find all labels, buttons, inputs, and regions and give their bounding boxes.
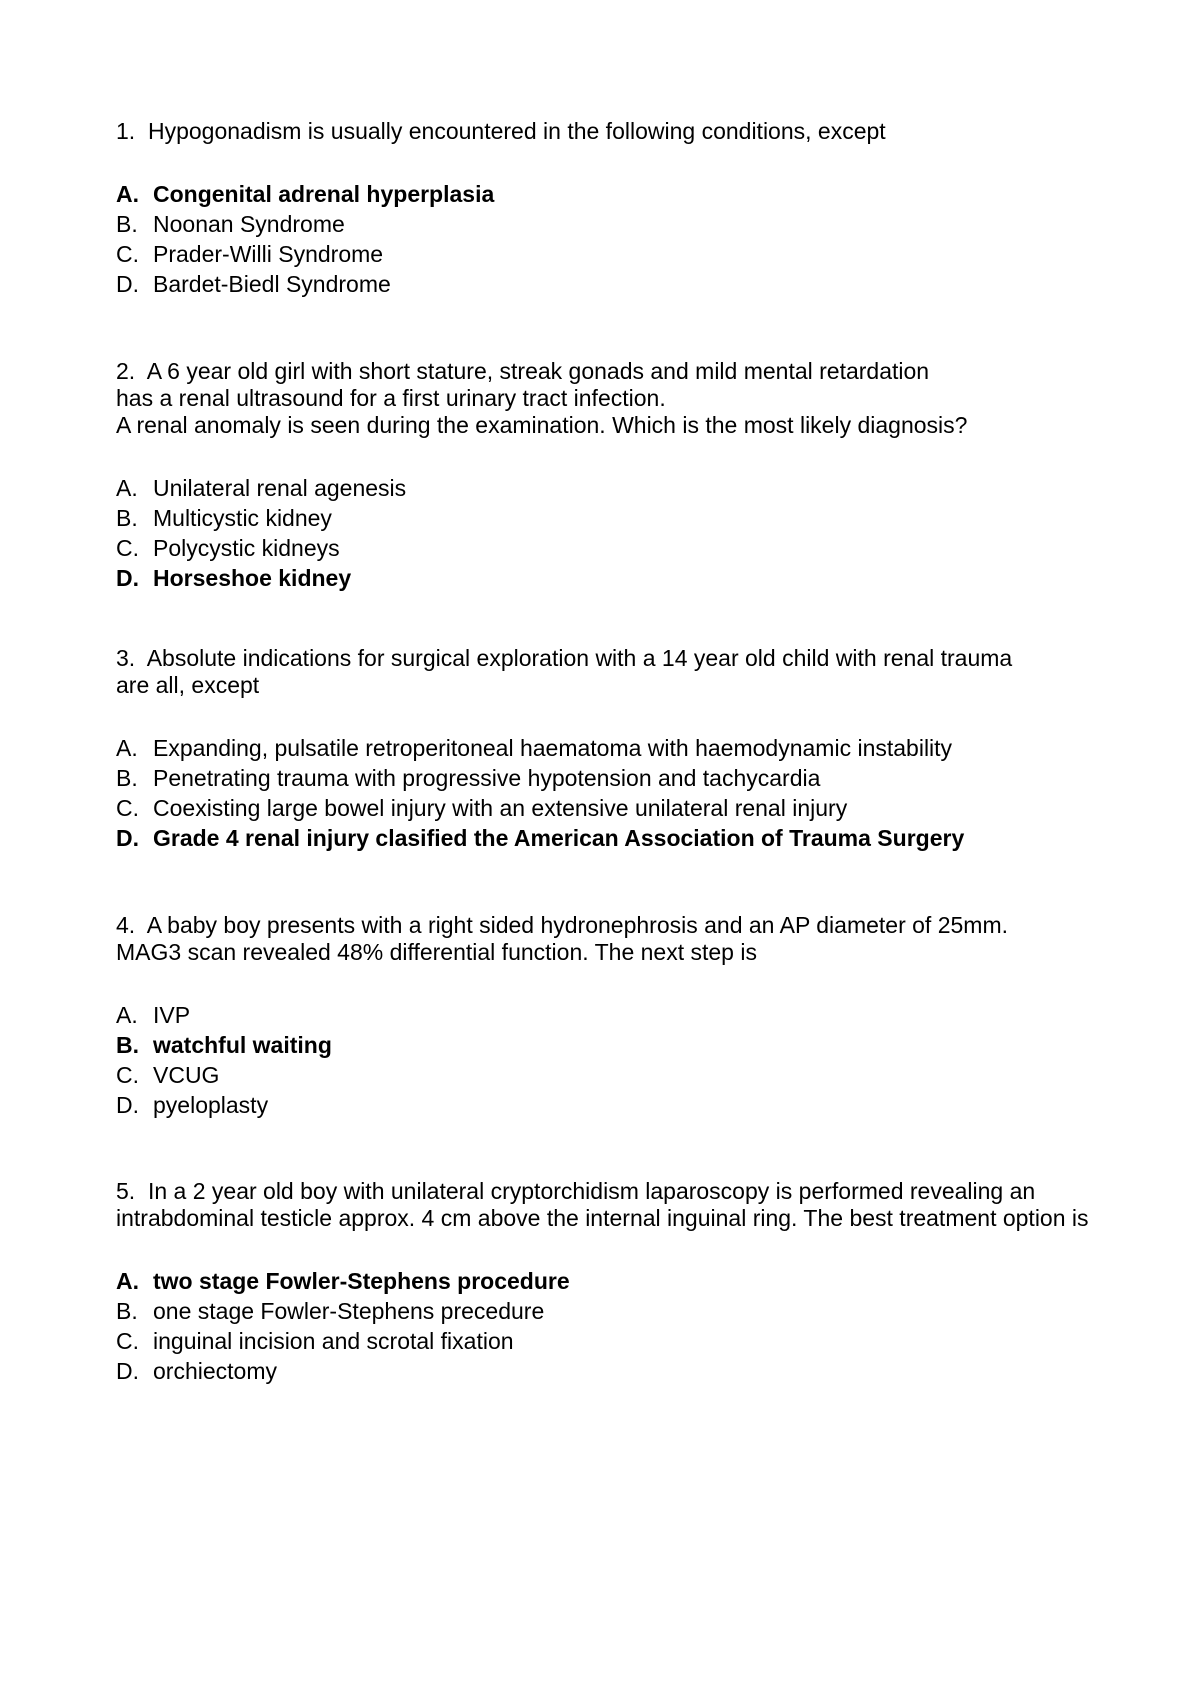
- question-3: [116, 645, 1176, 853]
- option-text: Congenital adrenal hyperplasia: [153, 181, 495, 207]
- option-text: two stage Fowler-Stephens procedure: [153, 1268, 570, 1294]
- option-letter: D.: [116, 1092, 139, 1118]
- option-letter: B.: [116, 1032, 139, 1058]
- option-letter: C.: [116, 795, 139, 821]
- answer-option-b: [116, 763, 1176, 793]
- question-stem-line: 5. In a 2 year old boy with unilateral cryptorchidism laparoscopy is performed revealing an: [116, 1178, 1036, 1204]
- option-letter: A.: [116, 1268, 139, 1294]
- answer-option-c: [116, 533, 1176, 563]
- question-5: [116, 1178, 1176, 1386]
- answer-option-a: [116, 1266, 1176, 1296]
- answer-option-b: [116, 1030, 1176, 1060]
- answer-option-c: [116, 793, 1176, 823]
- option-text: Noonan Syndrome: [153, 211, 345, 237]
- option-letter: C.: [116, 1328, 139, 1354]
- option-text: Polycystic kidneys: [153, 535, 340, 561]
- option-text: Expanding, pulsatile retroperitoneal haematoma with haemodynamic instability: [153, 735, 953, 761]
- option-text: Penetrating trauma with progressive hypotension and tachycardia: [153, 765, 821, 791]
- option-text: IVP: [153, 1002, 191, 1028]
- option-text: Coexisting large bowel injury with an extensive unilateral renal injury: [153, 795, 848, 821]
- option-text: VCUG: [153, 1062, 220, 1088]
- question-stem-line: intrabdominal testicle approx. 4 cm above the internal inguinal ring. The best treatment option is: [116, 1205, 1089, 1231]
- option-text: Bardet-Biedl Syndrome: [153, 271, 391, 297]
- answer-option-d: [116, 269, 1176, 299]
- option-text: Unilateral renal agenesis: [153, 475, 407, 501]
- answer-option-c: [116, 1326, 1176, 1356]
- answer-options: [116, 179, 1176, 299]
- option-letter: A.: [116, 181, 139, 207]
- answer-option-c: [116, 1060, 1176, 1090]
- answer-option-d: [116, 1356, 1176, 1386]
- option-text: Multicystic kidney: [153, 505, 332, 531]
- option-letter: D.: [116, 271, 139, 297]
- answer-options: [116, 1266, 1176, 1386]
- question-stem-line: 4. A baby boy presents with a right sided hydronephrosis and an AP diameter of 25mm.: [116, 912, 1008, 938]
- option-letter: C.: [116, 535, 139, 561]
- answer-option-c: [116, 239, 1176, 269]
- option-text: Grade 4 renal injury clasified the American Association of Trauma Surgery: [153, 825, 965, 851]
- option-text: inguinal incision and scrotal fixation: [153, 1328, 514, 1354]
- question-stem-line: MAG3 scan revealed 48% differential function. The next step is: [116, 939, 757, 965]
- answer-option-b: [116, 1296, 1176, 1326]
- option-letter: B.: [116, 765, 138, 791]
- answer-option-a: [116, 179, 1176, 209]
- question-2: [116, 358, 1176, 593]
- question-stem-line: 1. Hypogonadism is usually encountered in the following conditions, except: [116, 118, 886, 144]
- question-stem-line: 2. A 6 year old girl with short stature, streak gonads and mild mental retardation: [116, 358, 930, 384]
- answer-option-d: [116, 563, 1176, 593]
- answer-options: [116, 1000, 1176, 1120]
- option-text: orchiectomy: [153, 1358, 277, 1384]
- answer-option-a: [116, 473, 1176, 503]
- answer-option-d: [116, 823, 1176, 853]
- answer-option-a: [116, 733, 1176, 763]
- question-stem-line: are all, except: [116, 672, 260, 698]
- option-text: watchful waiting: [153, 1032, 332, 1058]
- option-letter: D.: [116, 1358, 139, 1384]
- answer-option-a: [116, 1000, 1176, 1030]
- option-letter: B.: [116, 505, 138, 531]
- option-letter: A.: [116, 1002, 138, 1028]
- option-letter: C.: [116, 241, 139, 267]
- option-letter: C.: [116, 1062, 139, 1088]
- question-stem-line: has a renal ultrasound for a first urinary tract infection.: [116, 385, 666, 411]
- option-text: one stage Fowler-Stephens precedure: [153, 1298, 545, 1324]
- answer-options: [116, 473, 1176, 593]
- question-stem-line: A renal anomaly is seen during the examination. Which is the most likely diagnosis?: [116, 412, 968, 438]
- option-text: pyeloplasty: [153, 1092, 269, 1118]
- option-text: Prader-Willi Syndrome: [153, 241, 384, 267]
- question-1: [116, 118, 1176, 299]
- option-letter: B.: [116, 1298, 138, 1324]
- answer-option-d: [116, 1090, 1176, 1120]
- option-letter: B.: [116, 211, 138, 237]
- answer-options: [116, 733, 1176, 853]
- question-4: [116, 912, 1176, 1120]
- question-stem-line: 3. Absolute indications for surgical exploration with a 14 year old child with renal trauma: [116, 645, 1013, 671]
- answer-option-b: [116, 503, 1176, 533]
- answer-option-b: [116, 209, 1176, 239]
- option-letter: A.: [116, 475, 138, 501]
- option-letter: D.: [116, 565, 139, 591]
- option-letter: D.: [116, 825, 139, 851]
- option-text: Horseshoe kidney: [153, 565, 352, 591]
- option-letter: A.: [116, 735, 138, 761]
